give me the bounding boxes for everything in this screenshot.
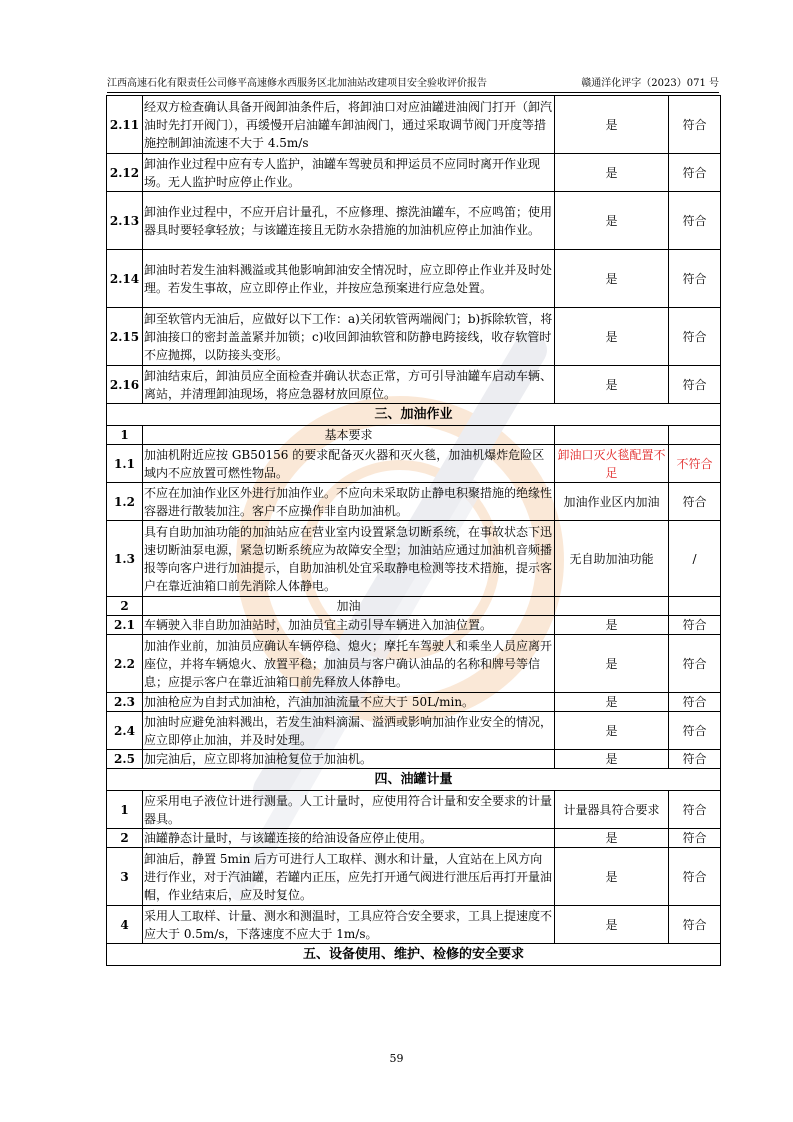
table-row bbox=[107, 250, 721, 308]
item-conclusion: 符合 bbox=[669, 96, 721, 154]
item-requirement: 卸油作业过程中，不应开启计量孔，不应修理、擦洗油罐车，不应鸣笛；使用器具时要轻拿轻放；与该罐连接且无防水杂措施的加油机应停止加油作业。 bbox=[143, 192, 555, 250]
item-result: 计量器具符合要求 bbox=[555, 791, 669, 829]
item-number: 2.1 bbox=[107, 616, 143, 635]
item-result: 无自助加油功能 bbox=[555, 521, 669, 597]
table-row bbox=[107, 635, 721, 693]
item-requirement: 加完油后，应立即将加油枪复位于加油机。 bbox=[143, 750, 555, 769]
item-result: 是 bbox=[555, 693, 669, 712]
item-result: 是 bbox=[555, 96, 669, 154]
item-conclusion: 符合 bbox=[669, 848, 721, 906]
item-requirement: 油罐静态计量时，与该罐连接的给油设备应停止使用。 bbox=[143, 829, 555, 848]
item-requirement: 加油机附近应按 GB50156 的要求配备灭火器和灭火毯，加油机爆炸危险区域内不应放置可燃性物品。 bbox=[143, 445, 555, 483]
item-result: 是 bbox=[555, 154, 669, 192]
table-row bbox=[107, 750, 721, 769]
item-number: 2.2 bbox=[107, 635, 143, 693]
table-row bbox=[107, 521, 721, 597]
item-result: 是 bbox=[555, 635, 669, 693]
item-result: 是 bbox=[555, 829, 669, 848]
item-requirement: 卸至软管内无油后，应做好以下工作：a)关闭软管两端阀门；b)拆除软管，将卸油接口的密封盖盖紧并加锁；c)收回卸油软管和防静电跨接线，收存软管时不应抛掷，以防接头变形。 bbox=[143, 308, 555, 366]
item-number: 2.13 bbox=[107, 192, 143, 250]
table-row bbox=[107, 906, 721, 944]
item-number: 1.3 bbox=[107, 521, 143, 597]
item-number: 1.1 bbox=[107, 445, 143, 483]
item-requirement: 卸油后，静置 5min 后方可进行人工取样、测水和计量，人宜站在上风方向进行作业，对于汽油罐，若罐内正压，应先打开通气阀进行泄压后再打开量油帽，作业结束后，应及时复位。 bbox=[143, 848, 555, 906]
item-number: 2.11 bbox=[107, 96, 143, 154]
item-number: 4 bbox=[107, 906, 143, 944]
item-result: 加油作业区内加油 bbox=[555, 483, 669, 521]
item-conclusion: 符合 bbox=[669, 829, 721, 848]
item-conclusion: 符合 bbox=[669, 906, 721, 944]
item-conclusion: 符合 bbox=[669, 483, 721, 521]
item-number: 1.2 bbox=[107, 483, 143, 521]
item-number: 2.3 bbox=[107, 693, 143, 712]
item-requirement: 采用人工取样、计量、测水和测温时，工具应符合安全要求，工具上提速度不应大于 0.5m/s，下落速度不应大于 1m/s。 bbox=[143, 906, 555, 944]
page-number: 59 bbox=[389, 1052, 404, 1065]
page-header bbox=[107, 71, 719, 89]
item-number: 2.12 bbox=[107, 154, 143, 192]
item-requirement: 卸油时若发生油料溅溢或其他影响卸油安全情况时，应立即停止作业并及时处理。若发生事故，应立即停止作业，并按应急预案进行应急处置。 bbox=[143, 250, 555, 308]
item-result: 卸油口灭火毯配置不足 bbox=[555, 445, 669, 483]
subsection-label: 加油 bbox=[143, 597, 555, 616]
section-title: 五、设备使用、维护、检修的安全要求 bbox=[107, 944, 721, 966]
item-requirement: 经双方检查确认具备开阀卸油条件后，将卸油口对应油罐进油阀门打开（卸汽油时先打开阀门），再缓慢开启油罐车卸油阀门，通过采取调节阀门开度等措施控制卸油流速不大于 4.5m/s bbox=[143, 96, 555, 154]
item-number: 2 bbox=[107, 829, 143, 848]
item-conclusion: 符合 bbox=[669, 750, 721, 769]
item-number: 2.5 bbox=[107, 750, 143, 769]
item-result: 是 bbox=[555, 192, 669, 250]
item-number: 2.15 bbox=[107, 308, 143, 366]
header-report-number: 赣通洋化评字（2023）071 号 bbox=[581, 78, 719, 89]
item-requirement: 车辆驶入非自助加油站时，加油员宜主动引导车辆进入加油位置。 bbox=[143, 616, 555, 635]
item-requirement: 卸油结束后，卸油员应全面检查并确认状态正常，方可引导油罐车启动车辆、离站，并清理卸油现场，将应急器材放回原位。 bbox=[143, 366, 555, 404]
item-conclusion: / bbox=[669, 521, 721, 597]
subsection-row bbox=[107, 426, 721, 445]
table-row bbox=[107, 445, 721, 483]
item-result: 是 bbox=[555, 308, 669, 366]
item-requirement: 不应在加油作业区外进行加油作业。不应向未采取防止静电积聚措施的绝缘性容器进行散装加注。客户不应操作非自助加油机。 bbox=[143, 483, 555, 521]
table-row bbox=[107, 192, 721, 250]
item-conclusion: 符合 bbox=[669, 635, 721, 693]
item-result: 是 bbox=[555, 906, 669, 944]
item-number: 2.4 bbox=[107, 712, 143, 750]
table-row bbox=[107, 693, 721, 712]
evaluation-table bbox=[106, 95, 721, 966]
item-conclusion: 符合 bbox=[669, 308, 721, 366]
item-conclusion: 符合 bbox=[669, 154, 721, 192]
subsection-number: 1 bbox=[107, 426, 143, 445]
item-number: 2.16 bbox=[107, 366, 143, 404]
table-row bbox=[107, 712, 721, 750]
item-conclusion: 符合 bbox=[669, 693, 721, 712]
table-row bbox=[107, 829, 721, 848]
table-row bbox=[107, 848, 721, 906]
item-conclusion: 不符合 bbox=[669, 445, 721, 483]
table-row bbox=[107, 308, 721, 366]
section-title: 四、油罐计量 bbox=[107, 769, 721, 791]
table-row bbox=[107, 483, 721, 521]
item-result: 是 bbox=[555, 750, 669, 769]
item-conclusion: 符合 bbox=[669, 616, 721, 635]
header-report-title: 江西高速石化有限责任公司修平高速修水西服务区北加油站改建项目安全验收评价报告 bbox=[107, 78, 487, 89]
item-number: 3 bbox=[107, 848, 143, 906]
section-row bbox=[107, 404, 721, 426]
table-row bbox=[107, 616, 721, 635]
section-row bbox=[107, 944, 721, 966]
table-row bbox=[107, 154, 721, 192]
table-row bbox=[107, 791, 721, 829]
item-requirement: 卸油作业过程中应有专人监护，油罐车驾驶员和押运员不应同时离开作业现场。无人监护时应停止作业。 bbox=[143, 154, 555, 192]
item-requirement: 具有自助加油功能的加油站应在营业室内设置紧急切断系统，在事故状态下迅速切断油泵电源，紧急切断系统应为故障安全型；加油站应通过加油机音频播报等向客户进行加油提示，自助加油机处宜采取静电检测等技术措施，提示客户在靠近油箱口前先消除人体静电。 bbox=[143, 521, 555, 597]
item-requirement: 加油枪应为自封式加油枪，汽油加油流量不应大于 50L/min。 bbox=[143, 693, 555, 712]
item-conclusion: 符合 bbox=[669, 791, 721, 829]
item-conclusion: 符合 bbox=[669, 712, 721, 750]
table-row bbox=[107, 366, 721, 404]
item-conclusion: 符合 bbox=[669, 250, 721, 308]
item-requirement: 加油作业前，加油员应确认车辆停稳、熄火；摩托车驾驶人和乘坐人员应离开座位，并将车辆熄火、放置平稳；加油员与客户确认油品的名称和牌号等信息；应提示客户在靠近油箱口前先释放人体静电。 bbox=[143, 635, 555, 693]
item-number: 2.14 bbox=[107, 250, 143, 308]
section-row bbox=[107, 769, 721, 791]
item-conclusion: 符合 bbox=[669, 192, 721, 250]
item-result: 是 bbox=[555, 250, 669, 308]
item-result: 是 bbox=[555, 848, 669, 906]
item-requirement: 应采用电子液位计进行测量。人工计量时，应使用符合计量和安全要求的计量器具。 bbox=[143, 791, 555, 829]
item-conclusion: 符合 bbox=[669, 366, 721, 404]
subsection-label: 基本要求 bbox=[143, 426, 555, 445]
item-result: 是 bbox=[555, 366, 669, 404]
item-result: 是 bbox=[555, 616, 669, 635]
item-number: 1 bbox=[107, 791, 143, 829]
item-requirement: 加油时应避免油料溅出，若发生油料滴漏、溢洒或影响加油作业安全的情况，应立即停止加油，并及时处理。 bbox=[143, 712, 555, 750]
subsection-number: 2 bbox=[107, 597, 143, 616]
section-title: 三、加油作业 bbox=[107, 404, 721, 426]
table-row bbox=[107, 96, 721, 154]
subsection-row bbox=[107, 597, 721, 616]
header-rule bbox=[107, 92, 719, 93]
item-result: 是 bbox=[555, 712, 669, 750]
